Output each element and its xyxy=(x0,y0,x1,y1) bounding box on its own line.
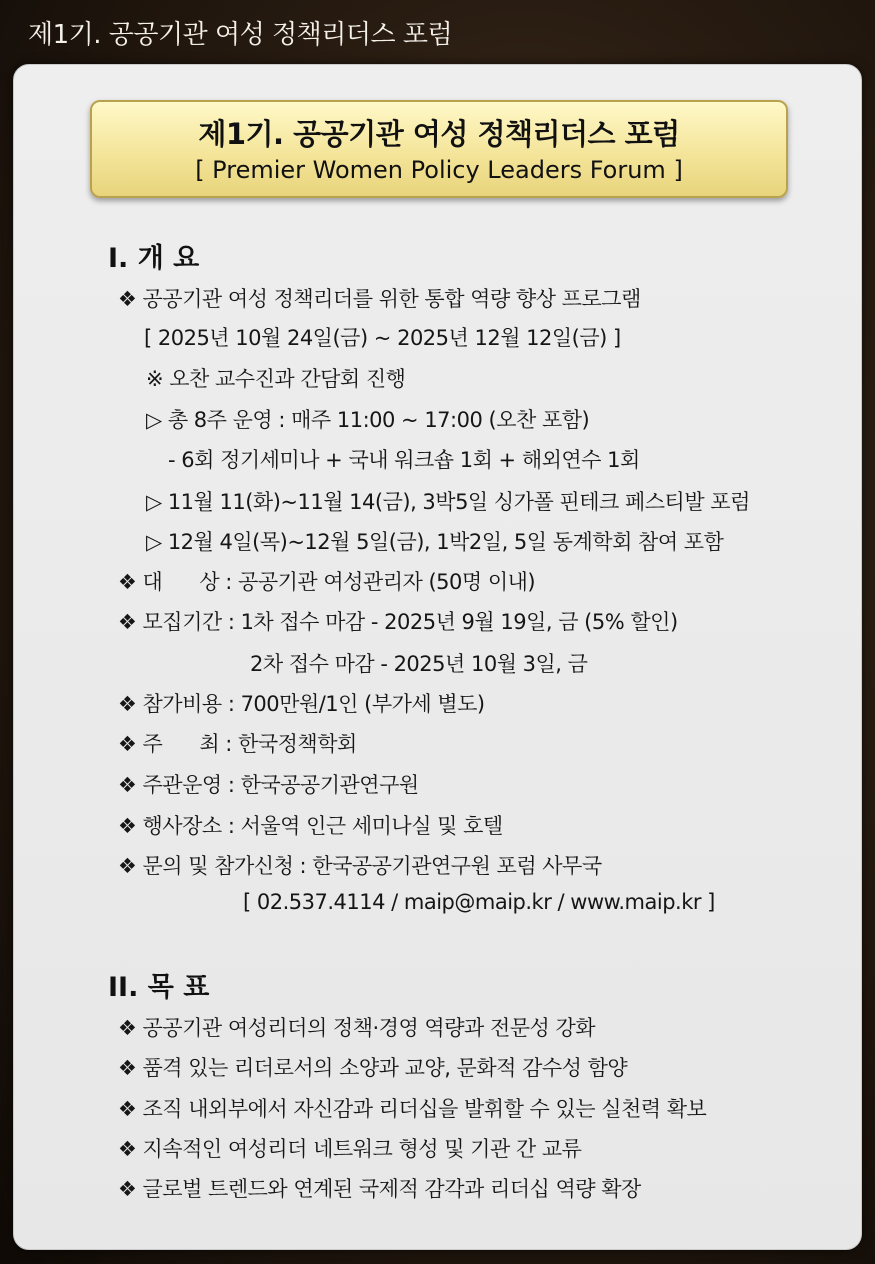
overview-line: ❖ 행사장소 : 서울역 인근 세미나실 및 호텔 xyxy=(118,814,503,838)
overview-line: - 6회 정기세미나 + 국내 워크숍 1회 + 해외연수 1회 xyxy=(168,448,640,472)
page-title: 제1기. 공공기관 여성 정책리더스 포럼 xyxy=(28,20,453,50)
overview-line: ❖ 참가비용 : 700만원/1인 (부가세 별도) xyxy=(118,692,485,716)
overview-line: ❖ 공공기관 여성 정책리더를 위한 통합 역량 향상 프로그램 xyxy=(118,287,641,311)
goal-line: ❖ 지속적인 여성리더 네트워크 형성 및 기관 간 교류 xyxy=(118,1137,582,1161)
overview-line: ❖ 문의 및 참가신청 : 한국공공기관연구원 포럼 사무국 xyxy=(118,854,602,878)
overview-line: ▷ 11월 11(화)~11월 14(금), 3박5일 싱가폴 핀테크 페스티발 포럼 xyxy=(146,490,750,514)
banner-title: 제1기. 공공기관 여성 정책리더스 포럼 xyxy=(198,117,680,151)
contact-line: [ 02.537.4114 / maip@maip.kr / www.maip.kr ] xyxy=(243,890,715,914)
section-heading-overview: I. 개 요 xyxy=(108,243,200,274)
overview-line: [ 2025년 10월 24일(금) ~ 2025년 12월 12일(금) ] xyxy=(144,326,621,350)
overview-line: ❖ 대 상 : 공공기관 여성관리자 (50명 이내) xyxy=(118,570,536,594)
title-banner xyxy=(90,100,788,198)
goal-line: ❖ 글로벌 트렌드와 연계된 국제적 감각과 리더십 역량 확장 xyxy=(118,1177,641,1201)
overview-line: ▷ 총 8주 운영 : 매주 11:00 ~ 17:00 (오찬 포함) xyxy=(146,408,590,432)
overview-line: ❖ 모집기간 : 1차 접수 마감 - 2025년 9월 19일, 금 (5% 할인) xyxy=(118,610,678,634)
goal-line: ❖ 공공기관 여성리더의 정책·경영 역량과 전문성 강화 xyxy=(118,1016,596,1040)
overview-line: ❖ 주관운영 : 한국공공기관연구원 xyxy=(118,773,419,797)
overview-line: ※ 오찬 교수진과 간담회 진행 xyxy=(146,367,406,391)
goal-line: ❖ 조직 내외부에서 자신감과 리더십을 발휘할 수 있는 실천력 확보 xyxy=(118,1097,707,1121)
section-heading-goals: II. 목 표 xyxy=(108,972,210,1003)
overview-line: ▷ 12월 4일(목)~12월 5일(금), 1박2일, 5일 동계학회 참여 포함 xyxy=(146,530,724,554)
goal-line: ❖ 품격 있는 리더로서의 소양과 교양, 문화적 감수성 함양 xyxy=(118,1056,628,1080)
overview-line: 2차 접수 마감 - 2025년 10월 3일, 금 xyxy=(250,652,588,676)
overview-line: ❖ 주 최 : 한국정책학회 xyxy=(118,732,357,756)
banner-subtitle: [ Premier Women Policy Leaders Forum ] xyxy=(195,156,683,184)
